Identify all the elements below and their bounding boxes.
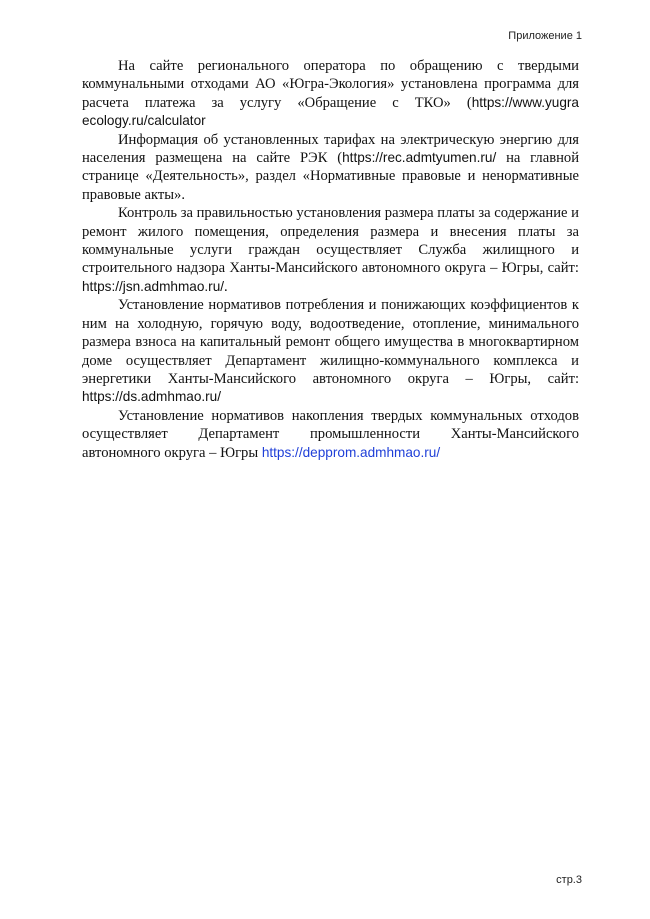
paragraph-calculator	[82, 57, 579, 131]
paragraph-text: Установление нормативов накопления твердых коммунальных отходов осуществляет Департамент промышленности Ханты-Мансийского автономного округа – Югры	[82, 407, 579, 461]
paragraph-electricity-tariffs	[82, 131, 579, 205]
depprom-link[interactable]: https://depprom.admhmao.ru/	[261, 444, 441, 460]
document-body	[82, 57, 579, 462]
rec-link[interactable]: https://rec.admtyumen.ru/	[342, 150, 497, 166]
paragraph-text-end: .	[224, 278, 228, 295]
page-number: стр.3	[556, 874, 582, 886]
paragraph-text: Установление нормативов потребления и понижающих коэффициентов к ним на холодную, горячую воду, водоотведение, отопление, минимального размера взноса на капитальный ремонт общего имущества в многоквартирном доме осуществляет Департамент жилищно-коммунального комплекса и энергетики Ханты-Мансийского автономного округа – Югры, сайт:	[82, 297, 579, 387]
paragraph-text: Контроль за правильностью установления размера платы за содержание и ремонт жилого помещения, определения размера и внесения платы за коммунальные услуги граждан осуществляет Служба жилищного и строительного надзора Ханты-Мансийского автономного округа – Югры, сайт:	[82, 205, 579, 277]
jsn-link[interactable]: https://jsn.admhmao.ru/	[82, 278, 225, 294]
paragraph-text-end: на главной странице «Деятельность», раздел «Нормативные правовые и ненормативные правовые акты».	[82, 150, 579, 203]
ds-link[interactable]: https://ds.admhmao.ru/	[82, 389, 222, 405]
appendix-label: Приложение 1	[508, 30, 582, 42]
paragraph-text: На сайте регионального оператора по обращению с твердыми коммунальными отходами АО «Югра-Экология» установлена программа для расчета платежа за услугу «Обращение с ТКО» (	[82, 58, 579, 111]
paragraph-housing-control	[82, 204, 579, 296]
paragraph-text: Информация об установленных тарифах на электрическую энергию для населения размещена на сайте РЭК (	[82, 131, 579, 167]
calculator-link[interactable]: https://www.yugra ecology.ru/calculator	[82, 94, 579, 129]
paragraph-waste-norms	[82, 407, 579, 462]
paragraph-consumption-norms	[82, 296, 579, 406]
